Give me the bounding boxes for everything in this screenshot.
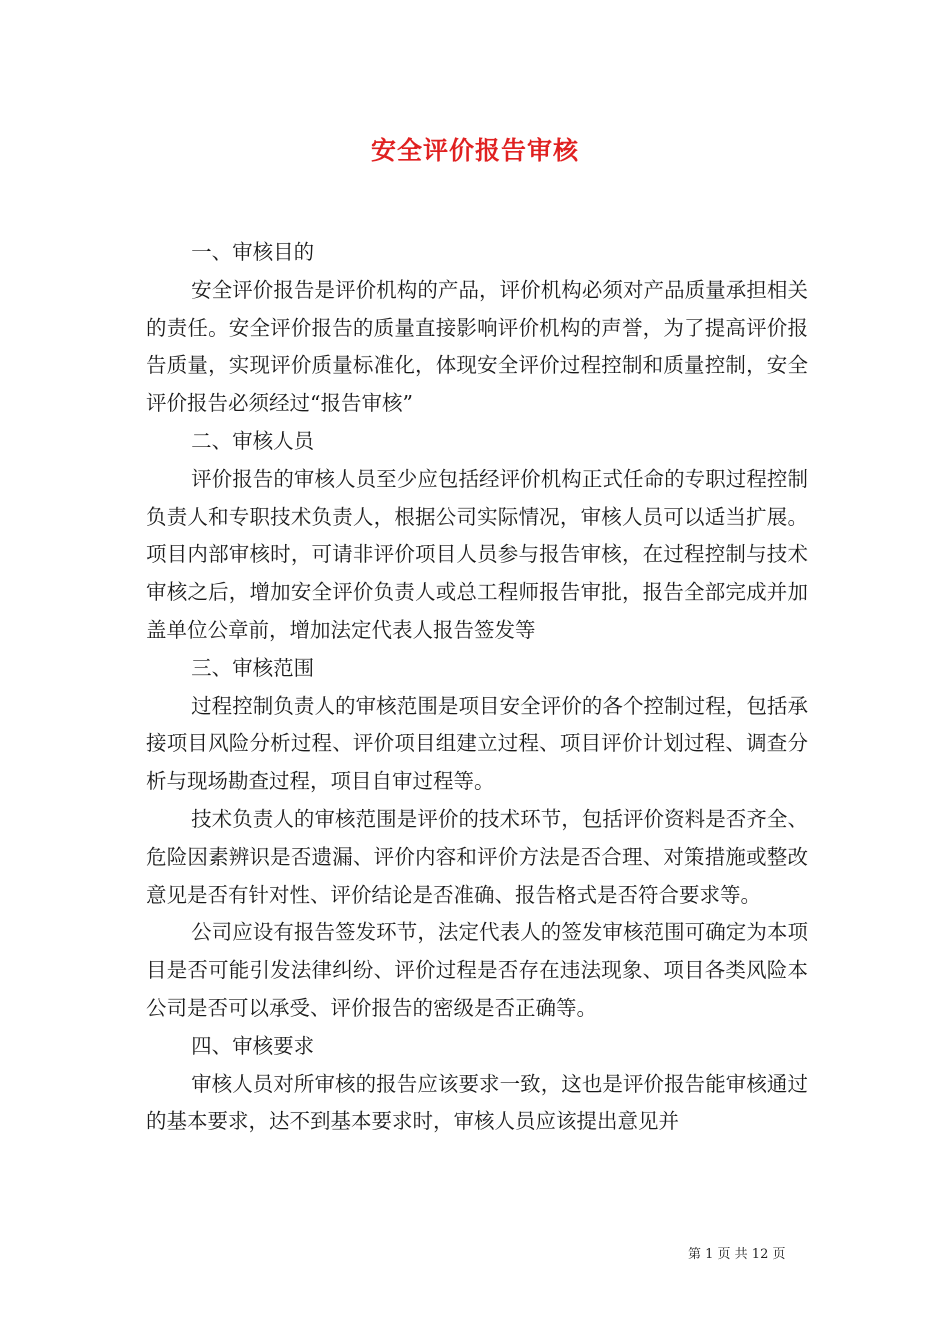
section-paragraph: 过程控制负责人的审核范围是项目安全评价的各个控制过程，包括承接项目风险分析过程、评价项目组建立过程、项目评价计划过程、调查分析与现场勘查过程，项目自审过程等。 xyxy=(146,693,808,794)
section-paragraph: 审核人员对所审核的报告应该要求一致，这也是评价报告能审核通过的基本要求，达不到基本要求时，审核人员应该提出意见并 xyxy=(146,1071,808,1134)
section-paragraph: 技术负责人的审核范围是评价的技术环节，包括评价资料是否齐全、危险因素辨识是否遗漏、评价内容和评价方法是否合理、对策措施或整改意见是否有针对性、评价结论是否准确、报告格式是否符合要求等。 xyxy=(146,806,808,907)
section-heading-scope: 三、审核范围 xyxy=(191,655,315,680)
section-heading-purpose: 一、审核目的 xyxy=(191,240,315,264)
section-paragraph: 安全评价报告是评价机构的产品，评价机构必须对产品质量承担相关的责任。安全评价报告的质量直接影响评价机构的声誉，为了提高评价报告质量，实现评价质量标准化，体现安全评价过程控制和质量控制，安全评价报告必须经过“报告审核” xyxy=(146,277,808,416)
section-paragraph: 公司应设有报告签发环节，法定代表人的签发审核范围可确定为本项目是否可能引发法律纠纷、评价过程是否存在违法现象、项目各类风险本公司是否可以承受、评价报告的密级是否正确等。 xyxy=(146,920,808,1020)
document-title: 安全评价报告审核 xyxy=(370,136,579,165)
section-heading-personnel: 二、审核人员 xyxy=(191,428,315,453)
section-paragraph: 评价报告的审核人员至少应包括经评价机构正式任命的专职过程控制负责人和专职技术负责人，根据公司实际情况，审核人员可以适当扩展。项目内部审核时，可请非评价项目人员参与报告审核，在过程控制与技术审核之后，增加安全评价负责人或总工程师报告审批，报告全部完成并加盖单位公章前，增加法定代表人报告签发等 xyxy=(146,466,808,642)
document-body xyxy=(146,234,808,1141)
section-heading-requirements: 四、审核要求 xyxy=(191,1033,315,1058)
page-number: 第 1 页 共 12 页 xyxy=(688,1247,786,1262)
